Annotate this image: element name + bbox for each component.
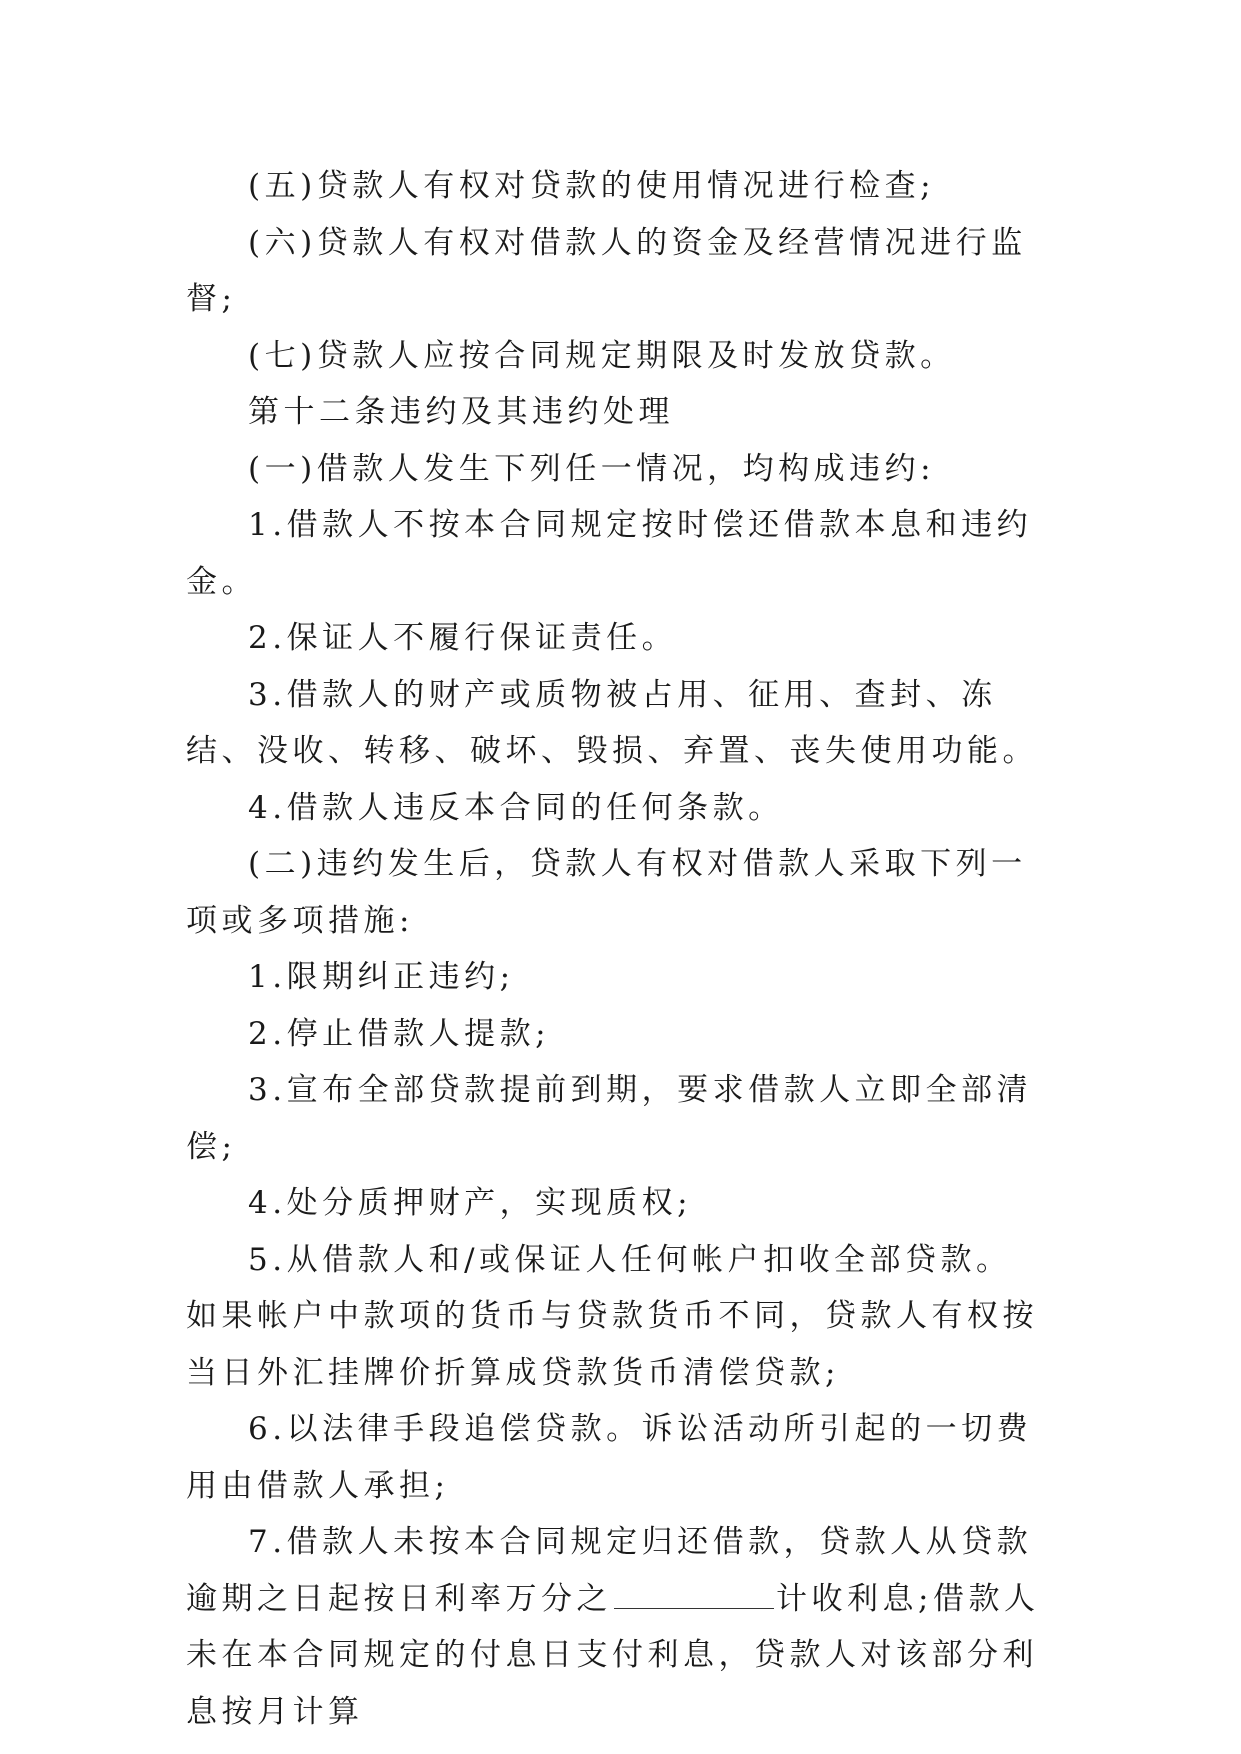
document-page — [186, 158, 1046, 1740]
paragraph-remedy-4: 4.处分质押财产，实现质权; — [248, 1185, 693, 1221]
paragraph-clause-7: (七)贷款人应按合同规定期限及时发放贷款。 — [248, 337, 956, 374]
paragraph-default-intro: (一)借款人发生下列任一情况，均构成违约: — [248, 450, 936, 487]
paragraph-clause-6: (六)贷款人有权对借款人的资金及经营情况进行监督; — [186, 224, 1027, 317]
paragraph-remedy-1: 1.限期纠正违约; — [248, 959, 515, 995]
remedy-7-text-after: 计收利息;借款人未在本合同规定的付息日支付利息，贷款人对该部分利息按月计算 — [186, 1580, 1040, 1730]
paragraph-remedy-6: 6.以法律手段追偿贷款。诉讼活动所引起的一切费用由借款人承担; — [186, 1411, 1033, 1504]
paragraph-remedies-intro: (二)违约发生后，贷款人有权对借款人采取下列一项或多项措施: — [186, 846, 1027, 939]
paragraph-remedy-7 — [186, 1514, 1046, 1740]
paragraph-default-item-2: 2.保证人不履行保证责任。 — [248, 620, 678, 656]
paragraph-default-item-4: 4.借款人违反本合同的任何条款。 — [248, 789, 784, 826]
paragraph-remedy-5: 5.从借款人和/或保证人任何帐户扣收全部贷款。如果帐户中款项的货币与贷款货币不同，贷款人有权按当日外汇挂牌价折算成贷款货币清偿贷款; — [186, 1241, 1038, 1391]
fill-in-blank — [614, 1584, 774, 1609]
remedy-7-text-before: 7.借款人未按本合同规定归还借款，贷款人从贷款逾期之日起按日利率万分之 — [186, 1524, 1033, 1617]
paragraph-default-item-3: 3.借款人的财产或质物被占用、征用、查封、冻结、没收、转移、破坏、毁损、弃置、丧失使用功能。 — [186, 676, 1038, 769]
paragraph-remedy-3: 3.宣布全部贷款提前到期，要求借款人立即全部清偿; — [186, 1072, 1033, 1165]
paragraph-default-item-1: 1.借款人不按本合同规定按时偿还借款本息和违约金。 — [186, 507, 1033, 600]
paragraph-remedy-2: 2.停止借款人提款; — [248, 1015, 551, 1052]
section-heading-article-12: 第十二条违约及其违约处理 — [248, 394, 674, 430]
paragraph-clause-5: (五)贷款人有权对贷款的使用情况进行检查; — [248, 168, 936, 204]
